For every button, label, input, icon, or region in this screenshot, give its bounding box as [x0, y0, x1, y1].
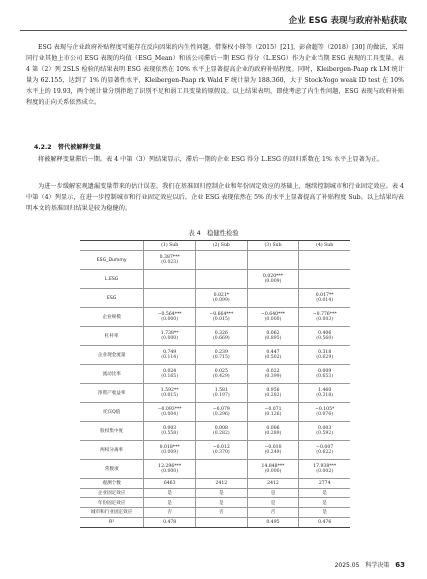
row-label: 观测个数 [80, 479, 144, 488]
p-value: (0.000) [161, 336, 179, 341]
row-label: 常数项 [80, 460, 144, 478]
table-cell [144, 270, 196, 288]
coefficient: 1.581 [214, 388, 228, 393]
coefficient: −0.007 [316, 445, 334, 450]
p-value: (0.165) [161, 374, 179, 379]
coefficient: −0.010 [264, 445, 282, 450]
p-value: (0.715) [212, 355, 230, 360]
table-cell [196, 365, 248, 383]
table-cell [248, 270, 300, 288]
table-cell [299, 308, 350, 326]
paragraph-lagged-variable: 将被解释变量滞后一期。表 4 中第（3）列结果显示，滞后一期的企业 ESG 得分 L.ESG 的回归系数在 1% 水平上显著为正。 [38, 156, 384, 163]
p-value: (0.629) [316, 355, 334, 360]
table-cell [299, 327, 350, 345]
table-cell [196, 422, 248, 440]
table-cell [196, 460, 248, 478]
p-value: (0.009) [161, 450, 179, 455]
p-value: (0.653) [316, 374, 334, 379]
table-cell [248, 365, 300, 383]
p-value: (0.895) [264, 336, 282, 341]
p-value: (0.002) [316, 469, 334, 474]
table-cell [144, 403, 196, 421]
coefficient: 0.008 [214, 426, 228, 431]
row-label: 流动比率 [80, 365, 144, 383]
table-cell: 是 [322, 491, 327, 497]
coefficient: 0.018*** [159, 445, 180, 450]
table-cell [144, 308, 196, 326]
table-cell: 2412 [248, 479, 300, 488]
coefficient: 0.024 [163, 369, 177, 374]
table-cell [196, 270, 248, 288]
journal-name: 科学决策 [365, 562, 390, 569]
p-value: (0.282) [212, 431, 230, 436]
page-footer [331, 560, 405, 569]
table-cell [299, 441, 350, 459]
page-header [20, 14, 407, 28]
p-value: (0.000) [161, 317, 179, 322]
table-header-cell: (3) Sub [248, 241, 300, 250]
table-row [80, 441, 350, 460]
table-cell [248, 289, 300, 307]
table-cell [196, 518, 248, 528]
page-number: 63 [395, 561, 405, 569]
table-row [80, 422, 350, 441]
p-value: (0.370) [212, 450, 230, 455]
coefficient: 0.006 [266, 426, 280, 431]
table-row [80, 346, 350, 365]
table-cell [299, 365, 350, 383]
coefficient: 0.387*** [159, 255, 180, 260]
p-value: (0.015) [161, 393, 179, 398]
coefficient: 0.326 [214, 331, 228, 336]
p-value: (0.114) [161, 355, 179, 360]
running-title: 企业 ESG 表现与政府补贴获取 [288, 16, 407, 26]
header-rule [20, 30, 407, 31]
table-cell [196, 251, 248, 269]
coefficient: 12.296*** [158, 464, 182, 469]
coefficient: −0.776*** [312, 312, 337, 317]
p-value: (0.014) [316, 298, 334, 303]
table-cell [299, 346, 350, 364]
section-subheading: 4.2.2 替代被解释变量 [34, 144, 102, 151]
row-label: 企业现金流量 [80, 346, 144, 364]
table-cell: 6463 [144, 479, 196, 488]
p-value: (0.015) [212, 317, 230, 322]
coefficient: 14.848*** [261, 464, 285, 469]
row-label: R² [80, 518, 144, 528]
row-label: 净资产收益率 [80, 384, 144, 402]
table-cell [144, 422, 196, 440]
coefficient: 0.017** [315, 293, 334, 298]
p-value: (0.296) [212, 412, 230, 417]
table-cell [196, 441, 248, 459]
coefficient: 0.020*** [262, 274, 284, 279]
table-cell [299, 403, 350, 421]
table-row [80, 384, 350, 403]
table-cell [144, 251, 196, 269]
table-cell: 0.476 [318, 520, 332, 526]
table-cell [248, 384, 300, 402]
table-cell [144, 346, 196, 364]
coefficient: 0.447 [266, 350, 280, 355]
table-cell [144, 441, 196, 459]
table-cell [248, 251, 300, 269]
coefficient: 17.938*** [313, 464, 337, 469]
coefficient: −0.079 [212, 407, 230, 412]
coefficient: −0.012 [212, 445, 230, 450]
issue-date: 2025.05 [334, 562, 360, 569]
table-cell [196, 289, 248, 307]
coefficient: 0.406 [318, 331, 332, 336]
p-value: (0.282) [264, 393, 282, 398]
table-cell [299, 270, 350, 288]
table-cell: 否 [248, 508, 300, 517]
table-cell [299, 460, 350, 478]
coefficient: 0.003 [163, 426, 177, 431]
coefficient: −0.664*** [209, 312, 234, 317]
table-header-cell: (2) Sub [196, 241, 248, 250]
table-cell: 是 [248, 489, 300, 498]
p-value: (0.076) [316, 412, 334, 417]
p-value: (0.249) [264, 450, 282, 455]
p-value: (0.000) [264, 317, 282, 322]
table-cell [248, 441, 300, 459]
row-label: 股权集中度 [80, 422, 144, 440]
table-cell [248, 422, 300, 440]
coefficient: −0.093*** [157, 407, 182, 412]
coefficient: 0.021* [213, 293, 230, 298]
table-row [80, 308, 350, 327]
coefficient: 1.592** [160, 388, 179, 393]
coefficient: 0.025 [214, 369, 228, 374]
table-cell [248, 308, 300, 326]
p-value: (0.289) [264, 431, 282, 436]
coefficient: 1.738** [160, 331, 179, 336]
table-cell: 0.495 [248, 518, 300, 528]
row-label: 杠杆率 [80, 327, 144, 345]
table-cell: 是 [196, 498, 248, 507]
coefficient: 0.003 [318, 426, 332, 431]
coefficient: −0.564*** [157, 312, 182, 317]
row-label: L.ESG [80, 270, 144, 288]
table-header-cell: (1) Sub [144, 241, 196, 250]
table-cell: 否 [144, 508, 196, 517]
table-cell: 否 [196, 508, 248, 517]
table-cell [196, 346, 248, 364]
coefficient: 0.956 [266, 388, 280, 393]
p-value: (0.003) [316, 317, 334, 322]
row-label: 托宾Q值 [80, 403, 144, 421]
row-label: 两权分离率 [80, 441, 144, 459]
table-cell [248, 327, 300, 345]
p-value: (0.009) [264, 279, 282, 284]
table-cell [196, 327, 248, 345]
table-cell [144, 289, 196, 307]
table-cell [248, 346, 300, 364]
p-value: (0.004) [161, 412, 179, 417]
table-row [80, 518, 350, 528]
table-body [80, 251, 350, 527]
row-label: ESG [80, 289, 144, 307]
coefficient: 1.460 [318, 388, 332, 393]
table-row [80, 460, 350, 479]
p-value: (0.622) [316, 450, 334, 455]
p-value: (0.592) [316, 431, 334, 436]
table-cell [196, 308, 248, 326]
p-value: (0.669) [212, 336, 230, 341]
row-label: 企业规模 [80, 308, 144, 326]
table-cell [299, 384, 350, 402]
coefficient: 0.239 [214, 350, 228, 355]
table-caption: 表 4 稳健性检验 [188, 230, 239, 237]
table-row [80, 489, 350, 499]
table-row [80, 327, 350, 346]
p-value: (0.197) [212, 393, 230, 398]
table-cell: 是 [196, 489, 248, 498]
coefficient: 0.022 [266, 369, 280, 374]
coefficient: −0.105* [315, 407, 335, 412]
table-header-cell: (4) Sub [316, 243, 334, 248]
row-label: 年份固定效应 [80, 498, 144, 507]
coefficient: −0.640*** [261, 312, 285, 317]
p-value: (0.318) [316, 393, 334, 398]
p-value: (0.502) [264, 355, 282, 360]
coefficient: 0.062 [266, 331, 280, 336]
row-label: 企业固定效应 [80, 489, 144, 498]
table-cell: 是 [248, 498, 300, 507]
table-row [80, 403, 350, 422]
table-cell [299, 289, 350, 307]
robustness-table [80, 240, 350, 528]
p-value: (0.000) [161, 469, 179, 474]
p-value: (0.399) [264, 374, 282, 379]
p-value: (0.558) [161, 431, 179, 436]
table-cell [196, 384, 248, 402]
p-value: (0.126) [264, 412, 282, 417]
table-row [80, 508, 350, 518]
p-value: (0.429) [212, 374, 230, 379]
p-value: (0.000) [264, 469, 282, 474]
coefficient: −0.071 [264, 407, 282, 412]
p-value: (0.023) [161, 260, 179, 265]
table-cell [144, 327, 196, 345]
table-row [80, 498, 350, 508]
table-cell [248, 403, 300, 421]
table-cell [144, 365, 196, 383]
p-value: (0.099) [212, 298, 230, 303]
row-label: 城市和行业固定效应 [80, 508, 144, 517]
table-cell [299, 251, 350, 269]
table-row [80, 365, 350, 384]
paragraph-endogeneity: ESG 表现与企业政府补贴程度可能存在反向因果的内生性问题。借鉴权小锋等（2015）[21]、彭俞超等（2018）[30] 的做法，采用同行业其他上市公司 ESG 表现的均值（ESG_Mean）和该公司滞后一期 ESG 得分（L.ESG）作为企业当期 ESG 表现的工具变量。表 4 第（2）列 2SLS 检验的结果表明 ESG 表现依然在 10% 水平上显著提高企业的政府补贴程度。同时，Kleibergen-Paap rk LM 统计量为 62.155，达到了 1% 的显著性水平，Kleibergen-Paap rk Wald F 统计量为 188.360，大于 Stock-Yogo weak ID test 在 10% 水平上的 19.93，两个统计量分别拒绝了识别不足和弱工具变量的原假设。以上结果表明，即使考虑了内生性问题，ESG 表现与政府补贴程度的正向关系依然成立。 [26, 44, 404, 106]
p-value: (0.560) [316, 336, 334, 341]
table-row [80, 270, 350, 289]
table-header-cell [80, 241, 144, 250]
coefficient: 0.009 [318, 369, 332, 374]
table-cell: 0.478 [144, 518, 196, 528]
table-row [80, 251, 350, 270]
row-label: ESG_Dummy [80, 251, 144, 269]
table-cell: 2774 [318, 480, 331, 486]
table-header-row [80, 241, 350, 251]
coefficient: 0.318 [318, 350, 332, 355]
table-cell [196, 403, 248, 421]
table-cell [144, 460, 196, 478]
table-cell: 是 [144, 498, 196, 507]
table-cell [299, 422, 350, 440]
table-row [80, 479, 350, 489]
paragraph-fixed-effects: 为进一步缓解宏观遗漏变量带来的估计误差，我们在基准回归控制企业和年份固定效应的基础上，继续控制城市和行业固定效应。表 4 中第（4）列显示，在进一步控制城市和行业固定效应以后，企业 ESG 表现依然在 5% 的水平上显著提高了补贴程度 Sub。以上结果均表明本文的基准回归结果是较为稳健的。 [26, 183, 404, 212]
table-cell: 是 [322, 500, 327, 506]
coefficient: 0.749 [163, 350, 177, 355]
table-cell [144, 384, 196, 402]
table-cell: 是 [144, 489, 196, 498]
table-cell [248, 460, 300, 478]
table-cell: 2412 [196, 479, 248, 488]
table-row [80, 289, 350, 308]
table-cell: 是 [322, 510, 327, 516]
